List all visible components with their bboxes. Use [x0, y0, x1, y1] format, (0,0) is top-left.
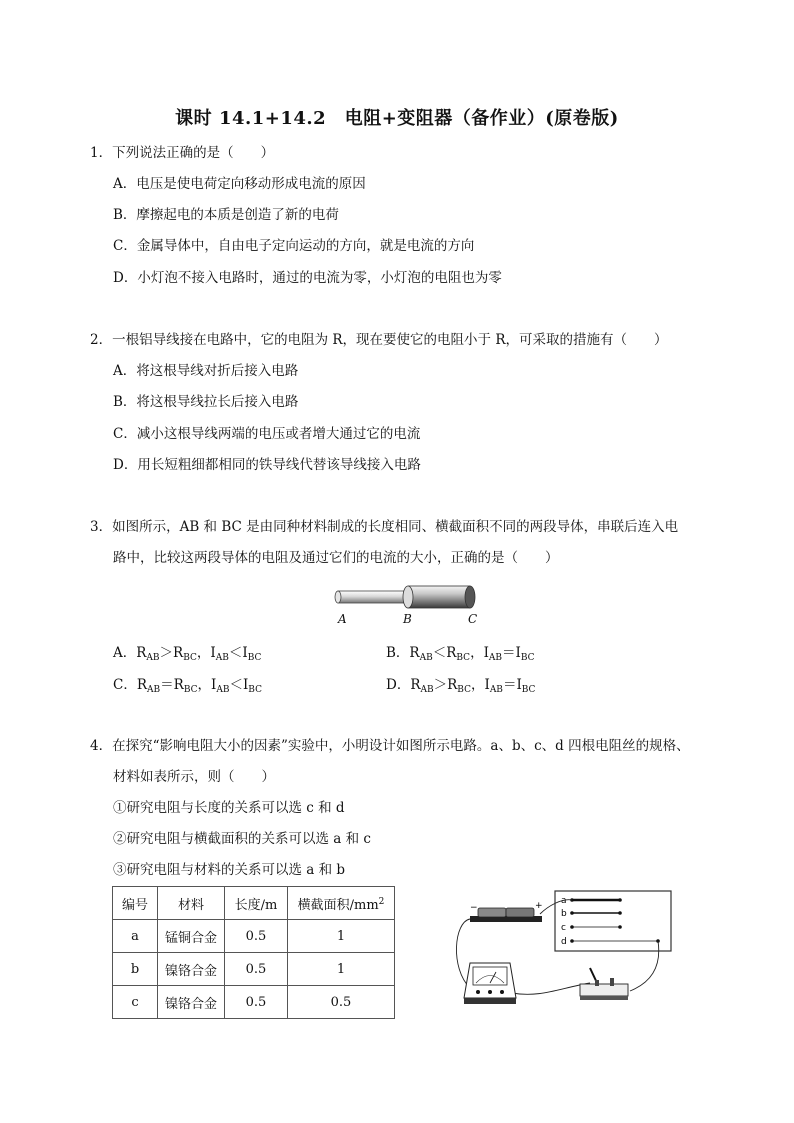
conductor-end-a	[335, 591, 341, 603]
cell-id: a	[113, 920, 158, 953]
table-row	[113, 920, 395, 953]
question-3-option-b: B．$R_{AB}<R_{BC}$，$I_{AB}=I_{BC}$	[386, 645, 535, 663]
page-title: 课时 14.1+14.2 电阻+变阻器（备作业）(原卷版)	[175, 108, 619, 129]
question-1-option-a: A．电压是使电荷定向移动形成电流的原因	[113, 176, 366, 192]
cell-id: b	[113, 953, 158, 986]
question-4-statement-3: ③研究电阻与材料的关系可以选 a 和 b	[113, 862, 346, 878]
question-4-stem-line2: 材料如表所示，则（ ）	[113, 769, 275, 785]
header-area: 横截面积$/mm^2$	[288, 887, 395, 920]
table-row	[113, 986, 395, 1019]
resistor-spec-table	[112, 886, 395, 1019]
header-id: 编号	[113, 887, 158, 920]
question-2-stem: 2．一根铝导线接在电路中，它的电阻为 R，现在要使它的电阻小于 R，可采取的措施有（ ）	[90, 332, 668, 348]
conductor-end-b	[403, 586, 413, 608]
thick-conductor-bc	[408, 586, 470, 608]
label-c: C	[468, 612, 478, 626]
cell-id: c	[113, 986, 158, 1019]
battery-cell-2	[506, 908, 534, 917]
ammeter	[464, 963, 516, 1004]
cell-length: 0.5	[225, 920, 288, 953]
label-a: A	[338, 612, 347, 626]
wire-label-a: a	[561, 896, 567, 906]
question-1-option-d: D．小灯泡不接入电路时，通过的电流为零，小灯泡的电阻也为零	[113, 270, 502, 286]
cell-material: 镍铬合金	[158, 953, 225, 986]
table-row	[113, 953, 395, 986]
header-length: 长度/m	[225, 887, 288, 920]
question-3-option-d: D．$R_{AB}>R_{BC}$，$I_{AB}=I_{BC}$	[386, 677, 536, 695]
cell-length: 0.5	[225, 953, 288, 986]
question-2-option-b: B．将这根导线拉长后接入电路	[113, 394, 299, 410]
question-3-stem-line2: 路中，比较这两段导体的电阻及通过它们的电流的大小，正确的是（ ）	[113, 550, 559, 566]
question-4-stem-line1: 4．在探究“影响电阻大小的因素”实验中，小明设计如图所示电路。a、b、c、d 四根电阻丝的规格、	[90, 738, 690, 754]
wire-label-c: c	[561, 923, 566, 933]
label-b: B	[403, 612, 412, 626]
question-1-option-b: B．摩擦起电的本质是创造了新的电荷	[113, 207, 339, 223]
question-1-stem: 1．下列说法正确的是（ ）	[90, 145, 275, 161]
question-3-option-c: C．$R_{AB}=R_{BC}$，$I_{AB}<I_{BC}$	[113, 677, 262, 695]
question-2-option-c: C．减小这根导线两端的电压或者增大通过它的电流	[113, 426, 421, 442]
cell-area: 0.5	[288, 986, 395, 1019]
question-1-option-c: C．金属导体中，自由电子定向运动的方向，就是电流的方向	[113, 238, 475, 254]
cell-material: 锰铜合金	[158, 920, 225, 953]
battery-plus-label: +	[535, 901, 543, 911]
question-3-option-a: A．$R_{AB}>R_{BC}$，$I_{AB}<I_{BC}$	[113, 645, 262, 663]
conductor-end-c	[465, 586, 475, 608]
battery-cell-1	[478, 908, 506, 917]
cell-area: 1	[288, 953, 395, 986]
question-3-stem-line1: 3．如图所示，AB 和 BC 是由同种材料制成的长度相同、横截面积不同的两段导体，串联后连入电	[90, 519, 679, 535]
question-2-option-d: D．用长短粗细都相同的铁导线代替该导线接入电路	[113, 457, 421, 473]
question-4-statement-1: ①研究电阻与长度的关系可以选 c 和 d	[113, 800, 345, 816]
question-4-statement-2: ②研究电阻与横截面积的关系可以选 a 和 c	[113, 831, 371, 847]
wire-label-d: d	[561, 937, 567, 947]
battery-minus-label: −	[470, 903, 478, 913]
circuit-diagram	[440, 888, 675, 1023]
wire-label-b: b	[561, 909, 567, 919]
cell-material: 镍铬合金	[158, 986, 225, 1019]
table-header-row	[113, 887, 395, 920]
question-2-option-a: A．将这根导线对折后接入电路	[113, 363, 299, 379]
thin-conductor-ab	[338, 591, 410, 603]
switch	[580, 968, 628, 1000]
cell-length: 0.5	[225, 986, 288, 1019]
header-material: 材料	[158, 887, 225, 920]
cell-area: 1	[288, 920, 395, 953]
